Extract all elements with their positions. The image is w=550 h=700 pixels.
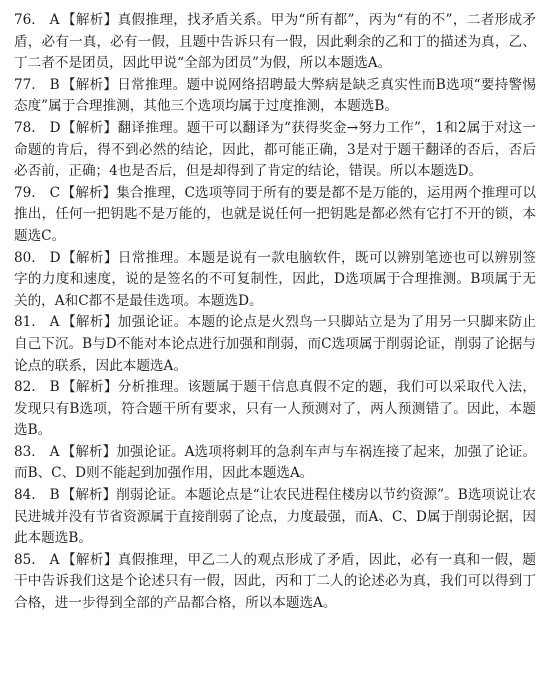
entry-84 — [14, 485, 536, 550]
entry-77 — [14, 75, 536, 118]
analysis-tag: 【解析】 — [61, 12, 118, 28]
entry-78 — [14, 118, 536, 183]
explanation-text: 加强论证。A选项将刺耳的急刹车声与车祸连接了起来，加强了论证。而B、C、D则不能起到加强作用，因此本题选A。 — [14, 443, 536, 482]
question-number: 81. — [14, 314, 36, 331]
explanation-text: 集合推理，C选项等同于所有的要是都不是万能的，运用两个推理可以推出，任何一把钥匙不是万能的，也就是说任何一把钥匙是都必然有它打不开的锁，本题选C。 — [14, 184, 537, 244]
question-number: 82. — [14, 379, 36, 396]
question-number: 79. — [14, 184, 36, 201]
explanation-text: 真假推理，找矛盾关系。甲为“所有都”，丙为“有的不”，二者形成矛盾，必有一真，必有一假，且题中告诉只有一假，因此剩余的乙和丁的描述为真，乙、丁二者不是团员，因此甲说“全部为团员”为假，所以本题选A。 — [14, 12, 537, 72]
question-number: 80. — [14, 249, 36, 266]
question-number: 78. — [14, 119, 36, 136]
analysis-tag: 【解析】 — [61, 184, 117, 201]
entry-79 — [14, 183, 536, 248]
entry-85 — [14, 550, 536, 615]
entry-81 — [14, 312, 536, 377]
analysis-tag: 【解析】 — [61, 314, 118, 331]
answer-letter: C — [49, 184, 61, 201]
analysis-tag: 【解析】 — [61, 551, 118, 568]
answer-letter: A — [49, 443, 60, 460]
analysis-tag: 【解析】 — [61, 487, 117, 504]
answer-letter: A — [49, 12, 60, 28]
entry-76 — [14, 10, 536, 75]
question-number: 84. — [14, 487, 36, 504]
entry-82 — [14, 377, 536, 442]
analysis-tag: 【解析】 — [61, 76, 118, 93]
question-number: 85. — [14, 551, 36, 568]
answer-letter: B — [49, 76, 60, 93]
explanation-text: 日常推理。题中说网络招聘最大弊病是缺乏真实性而B选项“要持警惕态度”属于合理推测，其他三个选项均属于过度推测，本题选B。 — [14, 76, 537, 115]
question-number: 77. — [14, 76, 36, 93]
explanation-text: 真假推理，甲乙二人的观点形成了矛盾，因此，必有一真和一假，题干中告诉我们这是个论述只有一假，因此，丙和丁二人的论述必为真，我们可以得到丁合格，进一步得到全部的产品都合格，所以本题选A。 — [14, 551, 537, 612]
analysis-tag: 【解析】 — [61, 249, 118, 266]
answer-letter: B — [49, 379, 60, 396]
entry-80 — [14, 248, 536, 313]
question-number: 83. — [14, 443, 36, 460]
answer-letter: D — [49, 119, 61, 136]
analysis-tag: 【解析】 — [61, 379, 118, 396]
answer-letter: A — [49, 314, 60, 331]
analysis-tag: 【解析】 — [61, 119, 118, 136]
explanation-text: 翻译推理。题干可以翻译为“获得奖金→努力工作”，1和2属于对这一命题的肯后，得不到必然的结论，因此，都可能正确，3是对于题干翻译的否后，否后必否前，正确；4也是否后，但是却得到了肯定的结论，错误。所以本题选D。 — [14, 119, 537, 180]
answer-letter: D — [49, 249, 61, 266]
analysis-tag: 【解析】 — [61, 443, 117, 460]
answer-letter: B — [49, 487, 60, 504]
question-number: 76. — [14, 12, 36, 28]
explanation-text: 日常推理。本题是说有一款电脑软件，既可以辨别笔迹也可以辨别签字的力度和速度，说的是签名的不可复制性，因此，D选项属于合理推测。B项属于无关的，A和C都不是最佳选项。本题选D。 — [14, 249, 537, 309]
explanation-text: 加强论证。本题的论点是火烈鸟一只脚站立是为了用另一只脚来防止自己下沉。B与D不能对本论点进行加强和削弱，而C选项属于削弱论证，削弱了论据与论点的联系，因此本题选A。 — [14, 314, 537, 374]
explanation-text: 削弱论证。本题论点是“让农民进程住楼房以节约资源”。B选项说让农民进城并没有节省资源属于直接削弱了论点，力度最强，而A、C、D属于削弱论据，因此本题选B。 — [14, 487, 536, 547]
explanation-text: 分析推理。该题属于题干信息真假不定的题，我们可以采取代入法，发现只有B选项，符合题干所有要求，只有一人预测对了，两人预测错了。因此，本题选B。 — [14, 379, 537, 439]
answer-letter: A — [49, 551, 60, 568]
entry-83 — [14, 442, 536, 485]
